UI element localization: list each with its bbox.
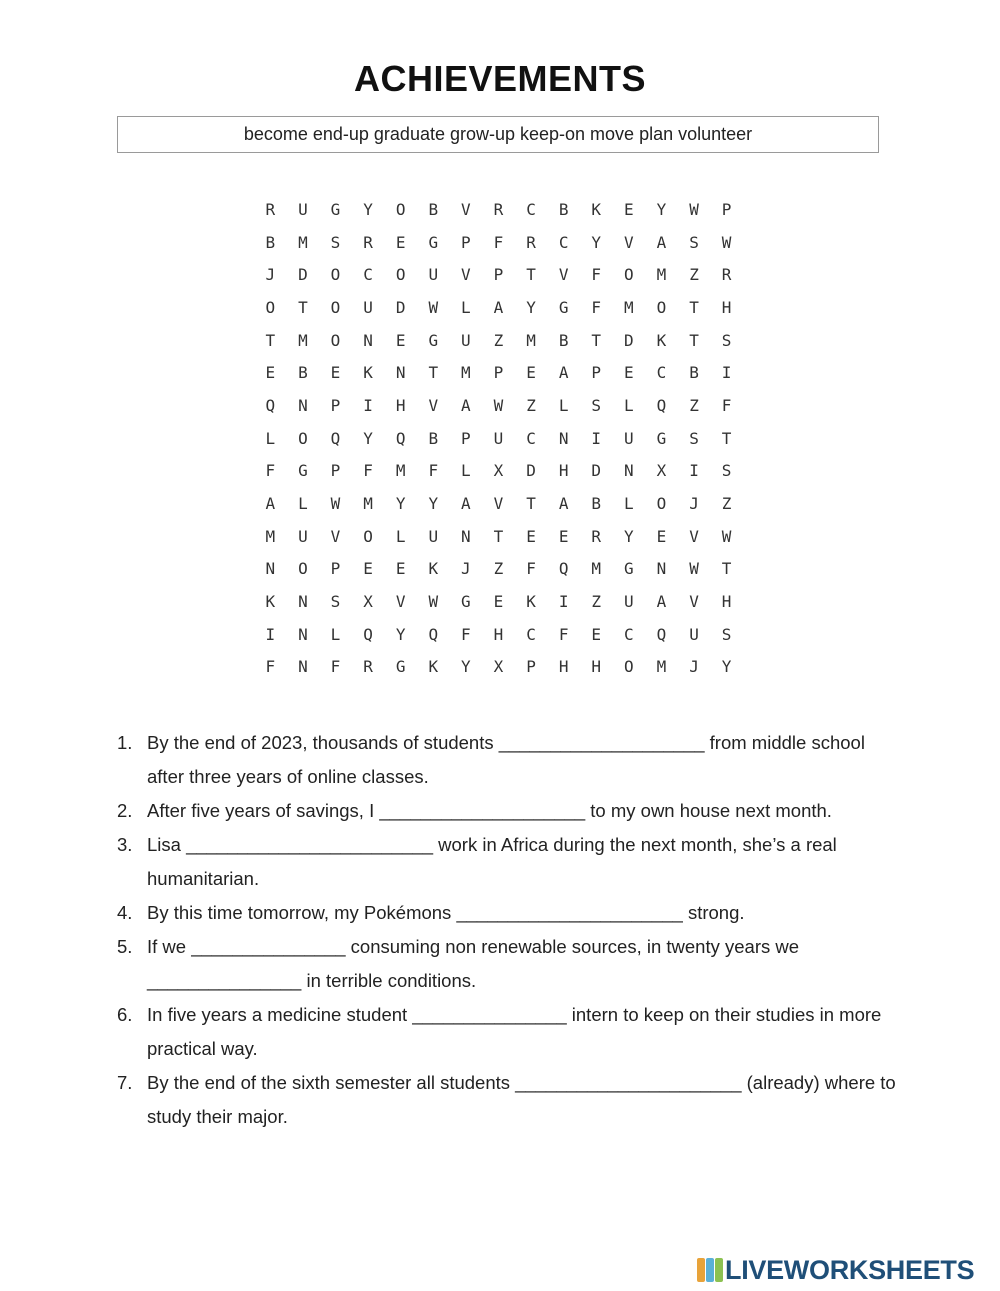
grid-letter[interactable]: H — [395, 395, 406, 415]
grid-letter[interactable]: F — [591, 265, 602, 285]
grid-letter[interactable]: B — [265, 232, 276, 252]
grid-letter[interactable]: T — [591, 330, 602, 350]
grid-letter[interactable]: N — [624, 461, 634, 481]
grid-letter[interactable]: C — [624, 624, 634, 644]
grid-letter[interactable]: E — [558, 526, 569, 546]
grid-letter[interactable]: V — [461, 199, 471, 219]
grid-letter[interactable]: M — [591, 559, 602, 579]
grid-letter[interactable]: P — [330, 461, 341, 481]
grid-letter[interactable]: E — [591, 624, 602, 644]
grid-letter[interactable]: H — [591, 657, 602, 677]
grid-letter[interactable]: Y — [363, 199, 373, 219]
question-item — [117, 930, 897, 998]
grid-letter[interactable]: V — [428, 395, 439, 415]
grid-letter[interactable]: P — [330, 559, 341, 579]
grid-letter[interactable]: O — [265, 297, 276, 317]
grid-letter[interactable]: J — [265, 265, 276, 285]
grid-letter[interactable]: V — [689, 526, 699, 546]
grid-letter[interactable]: O — [395, 265, 406, 285]
grid-letter[interactable]: O — [624, 265, 634, 285]
grid-letter[interactable]: Z — [689, 395, 699, 415]
grid-letter[interactable]: R — [493, 199, 504, 219]
grid-letter[interactable]: W — [330, 494, 341, 514]
grid-letter[interactable]: D — [298, 265, 308, 285]
grid-letter[interactable]: K — [428, 657, 439, 677]
grid-letter[interactable]: I — [558, 592, 569, 612]
grid-letter[interactable]: O — [330, 265, 341, 285]
grid-letter[interactable]: T — [721, 559, 732, 579]
question-number: 2. — [117, 800, 133, 821]
grid-letter[interactable]: O — [395, 199, 406, 219]
question-item — [117, 998, 897, 1066]
grid-letter[interactable]: A — [656, 592, 667, 612]
grid-letter[interactable]: N — [298, 395, 308, 415]
grid-letter[interactable]: O — [363, 526, 373, 546]
grid-letter[interactable]: B — [689, 363, 699, 383]
grid-letter[interactable]: C — [363, 265, 373, 285]
grid-letter[interactable]: K — [591, 199, 602, 219]
grid-letter[interactable]: P — [591, 363, 602, 383]
grid-letter[interactable]: I — [689, 461, 699, 481]
logo-icon — [697, 1258, 723, 1282]
grid-letter[interactable]: Q — [395, 428, 406, 448]
grid-letter[interactable]: L — [624, 395, 634, 415]
grid-letter[interactable]: W — [493, 395, 504, 415]
grid-letter[interactable]: O — [656, 494, 667, 514]
grid-letter[interactable]: I — [265, 624, 276, 644]
grid-letter[interactable]: X — [493, 461, 504, 481]
grid-letter[interactable]: F — [558, 624, 569, 644]
grid-letter[interactable]: L — [558, 395, 569, 415]
grid-letter[interactable]: B — [558, 199, 569, 219]
grid-letter[interactable]: E — [395, 330, 406, 350]
grid-letter[interactable]: L — [298, 494, 308, 514]
question-item — [117, 726, 897, 794]
grid-letter[interactable]: O — [298, 559, 308, 579]
grid-letter[interactable]: F — [591, 297, 602, 317]
grid-letter[interactable]: T — [689, 330, 699, 350]
grid-letter[interactable]: C — [526, 624, 536, 644]
grid-letter[interactable]: M — [265, 526, 276, 546]
question-number: 5. — [117, 936, 133, 957]
grid-letter[interactable]: A — [493, 297, 504, 317]
grid-letter[interactable]: E — [526, 363, 536, 383]
grid-letter[interactable]: S — [721, 330, 732, 350]
grid-letter[interactable]: M — [298, 232, 308, 252]
grid-letter[interactable]: Z — [493, 559, 504, 579]
grid-letter[interactable]: O — [624, 657, 634, 677]
grid-letter[interactable]: S — [721, 624, 732, 644]
grid-letter[interactable]: A — [656, 232, 667, 252]
grid-letter[interactable]: C — [656, 363, 667, 383]
grid-letter[interactable]: E — [656, 526, 667, 546]
grid-letter[interactable]: M — [656, 265, 667, 285]
question-number: 3. — [117, 834, 133, 855]
grid-letter[interactable]: X — [493, 657, 504, 677]
grid-letter[interactable]: B — [428, 428, 439, 448]
grid-letter[interactable]: Y — [395, 494, 406, 514]
question-list — [117, 726, 897, 1134]
grid-letter[interactable]: M — [461, 363, 471, 383]
question-item — [117, 794, 897, 828]
grid-letter[interactable]: E — [624, 363, 634, 383]
grid-letter[interactable]: Y — [656, 199, 667, 219]
grid-letter[interactable]: Y — [591, 232, 602, 252]
grid-letter[interactable]: B — [298, 363, 308, 383]
grid-letter[interactable]: V — [689, 592, 699, 612]
grid-letter[interactable]: Z — [721, 494, 732, 514]
grid-letter[interactable]: A — [558, 363, 569, 383]
grid-letter[interactable]: N — [656, 559, 667, 579]
grid-letter[interactable]: H — [493, 624, 504, 644]
grid-letter[interactable]: T — [721, 428, 732, 448]
grid-letter[interactable]: T — [265, 330, 276, 350]
question-text: By the end of 2023, thousands of students ____________________ from middle school after three years of online classes. — [147, 732, 865, 787]
logo-bar — [706, 1258, 714, 1282]
grid-letter[interactable]: U — [689, 624, 699, 644]
grid-letter[interactable]: U — [298, 199, 308, 219]
grid-letter[interactable]: R — [526, 232, 536, 252]
grid-letter[interactable]: Q — [363, 624, 373, 644]
grid-letter[interactable]: P — [526, 657, 536, 677]
grid-letter[interactable]: N — [395, 363, 406, 383]
grid-letter[interactable]: N — [298, 592, 308, 612]
worksheet-title: ACHIEVEMENTS — [353, 58, 647, 99]
grid-letter[interactable]: Z — [689, 265, 699, 285]
grid-letter[interactable]: S — [721, 461, 732, 481]
grid-letter[interactable]: C — [526, 428, 536, 448]
grid-letter[interactable]: K — [428, 559, 439, 579]
question-number: 6. — [117, 1004, 133, 1025]
question-text: By this time tomorrow, my Pokémons ______________________ strong. — [147, 902, 745, 923]
grid-letter[interactable]: G — [395, 657, 406, 677]
grid-letter[interactable]: H — [721, 592, 732, 612]
grid-letter[interactable]: Z — [526, 395, 536, 415]
word-search-grid — [254, 193, 743, 683]
grid-letter[interactable]: N — [298, 657, 308, 677]
grid-letter[interactable]: K — [265, 592, 276, 612]
grid-letter[interactable]: V — [558, 265, 569, 285]
grid-letter[interactable]: Y — [526, 297, 536, 317]
grid-letter[interactable]: L — [330, 624, 341, 644]
grid-letter[interactable]: X — [656, 461, 667, 481]
grid-letter[interactable]: O — [656, 297, 667, 317]
grid-letter[interactable]: S — [330, 232, 341, 252]
grid-letter[interactable]: M — [298, 330, 308, 350]
grid-letter[interactable]: L — [395, 526, 406, 546]
grid-letter[interactable]: U — [493, 428, 504, 448]
question-text: Lisa ________________________ work in Africa during the next month, she’s a real humanitarian. — [147, 834, 837, 889]
grid-letter[interactable]: E — [395, 232, 406, 252]
grid-letter[interactable]: B — [428, 199, 439, 219]
grid-letter[interactable]: I — [363, 395, 373, 415]
grid-letter[interactable]: Y — [363, 428, 373, 448]
grid-letter[interactable]: M — [656, 657, 667, 677]
grid-letter[interactable]: V — [330, 526, 341, 546]
grid-letter[interactable]: F — [265, 461, 276, 481]
question-number: 7. — [117, 1072, 133, 1093]
grid-letter[interactable]: K — [656, 330, 667, 350]
grid-letter[interactable]: L — [265, 428, 276, 448]
grid-letter[interactable]: E — [493, 592, 504, 612]
word-bank: become end-up graduate grow-up keep-on move plan volunteer — [117, 116, 879, 153]
grid-letter[interactable]: O — [330, 330, 341, 350]
grid-letter[interactable]: W — [689, 559, 699, 579]
grid-letter[interactable]: G — [461, 592, 471, 612]
grid-letter[interactable]: U — [461, 330, 471, 350]
grid-letter[interactable]: N — [461, 526, 471, 546]
grid-letter[interactable]: L — [461, 461, 471, 481]
grid-letter[interactable]: B — [558, 330, 569, 350]
grid-letter[interactable]: Z — [493, 330, 504, 350]
grid-letter[interactable]: Q — [428, 624, 439, 644]
question-number: 4. — [117, 902, 133, 923]
logo-text: LIVEWORKSHEETS — [725, 1254, 975, 1285]
grid-letter[interactable]: I — [591, 428, 602, 448]
grid-letter[interactable]: N — [558, 428, 569, 448]
grid-letter[interactable]: V — [461, 265, 471, 285]
liveworksheets-logo — [697, 1256, 974, 1284]
grid-letter[interactable]: K — [526, 592, 536, 612]
question-text: If we _______________ consuming non renewable sources, in twenty years we _______________ in terrible conditions. — [147, 936, 800, 991]
grid-letter[interactable]: P — [330, 395, 341, 415]
grid-letter[interactable]: Y — [624, 526, 634, 546]
grid-letter[interactable]: Z — [591, 592, 602, 612]
question-text: By the end of the sixth semester all students ______________________ (already) where to study their major. — [147, 1072, 896, 1127]
grid-letter[interactable]: T — [526, 494, 536, 514]
grid-letter[interactable]: I — [721, 363, 732, 383]
grid-letter[interactable]: J — [461, 559, 471, 579]
question-item — [117, 896, 897, 930]
grid-letter[interactable]: S — [591, 395, 602, 415]
grid-letter[interactable]: G — [428, 232, 439, 252]
grid-letter[interactable]: D — [624, 330, 634, 350]
grid-letter[interactable]: V — [624, 232, 634, 252]
grid-letter[interactable]: Y — [721, 657, 732, 677]
grid-letter[interactable]: N — [363, 330, 373, 350]
grid-letter[interactable]: L — [624, 494, 634, 514]
grid-letter[interactable]: U — [428, 526, 439, 546]
grid-letter[interactable]: R — [721, 265, 732, 285]
grid-letter[interactable]: A — [461, 395, 471, 415]
grid-letter[interactable]: Y — [461, 657, 471, 677]
grid-letter[interactable]: P — [721, 199, 732, 219]
grid-letter[interactable]: E — [330, 363, 341, 383]
grid-letter[interactable]: J — [689, 657, 699, 677]
question-item — [117, 1066, 897, 1134]
grid-letter[interactable]: F — [721, 395, 732, 415]
grid-letter[interactable]: U — [363, 297, 373, 317]
grid-letter[interactable]: W — [689, 199, 699, 219]
grid-letter[interactable]: P — [493, 363, 504, 383]
grid-letter[interactable]: G — [298, 461, 308, 481]
grid-letter[interactable]: T — [428, 363, 439, 383]
grid-letter[interactable]: W — [428, 592, 439, 612]
grid-letter[interactable]: R — [363, 232, 373, 252]
grid-letter[interactable]: P — [461, 428, 471, 448]
grid-letter[interactable]: W — [428, 297, 439, 317]
grid-letter[interactable]: T — [689, 297, 699, 317]
grid-letter[interactable]: D — [591, 461, 602, 481]
grid-letter[interactable]: D — [395, 297, 406, 317]
grid-letter[interactable]: T — [526, 265, 536, 285]
grid-letter[interactable]: Q — [265, 395, 276, 415]
grid-letter[interactable]: H — [558, 461, 569, 481]
grid-letter[interactable]: F — [363, 461, 373, 481]
grid-letter[interactable]: R — [591, 526, 602, 546]
grid-letter[interactable]: Q — [558, 559, 569, 579]
grid-letter[interactable]: X — [363, 592, 373, 612]
grid-letter[interactable]: S — [689, 232, 699, 252]
grid-letter[interactable]: U — [624, 592, 634, 612]
grid-letter[interactable]: M — [363, 494, 373, 514]
grid-letter[interactable]: E — [363, 559, 373, 579]
grid-letter[interactable]: R — [265, 199, 276, 219]
grid-letter[interactable]: G — [428, 330, 439, 350]
grid-letter[interactable]: N — [298, 624, 308, 644]
grid-letter[interactable]: W — [721, 526, 732, 546]
grid-letter[interactable]: F — [330, 657, 341, 677]
grid-letter[interactable]: U — [624, 428, 634, 448]
grid-letter[interactable]: E — [395, 559, 406, 579]
grid-letter[interactable]: T — [298, 297, 308, 317]
grid-letter[interactable]: E — [526, 526, 536, 546]
grid-letter[interactable]: Q — [656, 395, 667, 415]
grid-letter[interactable]: F — [428, 461, 439, 481]
grid-letter[interactable]: V — [395, 592, 406, 612]
grid-letter[interactable]: Q — [330, 428, 341, 448]
grid-letter[interactable]: A — [558, 494, 569, 514]
grid-letter[interactable]: V — [493, 494, 504, 514]
grid-letter[interactable]: Y — [428, 494, 439, 514]
grid-letter[interactable]: R — [363, 657, 373, 677]
grid-letter[interactable]: C — [558, 232, 569, 252]
grid-letter[interactable]: T — [493, 526, 504, 546]
grid-letter[interactable]: H — [721, 297, 732, 317]
grid-letter[interactable]: E — [624, 199, 634, 219]
grid-letter[interactable]: D — [526, 461, 536, 481]
grid-letter[interactable]: N — [265, 559, 276, 579]
grid-letter[interactable]: B — [591, 494, 602, 514]
logo-bar — [697, 1258, 705, 1282]
grid-letter[interactable]: F — [265, 657, 276, 677]
grid-letter[interactable]: E — [265, 363, 276, 383]
grid-letter[interactable]: M — [526, 330, 536, 350]
grid-letter[interactable]: O — [298, 428, 308, 448]
grid-letter[interactable]: U — [298, 526, 308, 546]
grid-letter[interactable]: H — [558, 657, 569, 677]
grid-letter[interactable]: G — [656, 428, 667, 448]
grid-letter[interactable]: O — [330, 297, 341, 317]
question-text: After five years of savings, I ____________________ to my own house next month. — [147, 800, 832, 821]
grid-letter[interactable]: K — [363, 363, 373, 383]
question-text: In five years a medicine student _______________ intern to keep on their studies in more practical way. — [147, 1004, 882, 1059]
grid-letter[interactable]: L — [461, 297, 471, 317]
grid-letter[interactable]: U — [428, 265, 439, 285]
grid-letter[interactable]: P — [461, 232, 471, 252]
grid-letter[interactable]: S — [689, 428, 699, 448]
grid-letter[interactable]: G — [330, 199, 341, 219]
grid-letter[interactable]: F — [461, 624, 471, 644]
grid-letter[interactable]: F — [493, 232, 504, 252]
grid-letter[interactable]: A — [461, 494, 471, 514]
question-item — [117, 828, 897, 896]
grid-letter[interactable]: G — [624, 559, 634, 579]
grid-letter[interactable]: S — [330, 592, 341, 612]
logo-bar — [715, 1258, 723, 1282]
grid-letter[interactable]: A — [265, 494, 276, 514]
question-number: 1. — [117, 732, 133, 753]
grid-letter[interactable]: Y — [395, 624, 406, 644]
grid-letter[interactable]: F — [526, 559, 536, 579]
grid-letter[interactable]: W — [721, 232, 732, 252]
grid-letter[interactable]: P — [493, 265, 504, 285]
grid-letter[interactable]: C — [526, 199, 536, 219]
grid-letter[interactable]: Q — [656, 624, 667, 644]
grid-letter[interactable]: J — [689, 494, 699, 514]
grid-letter[interactable]: M — [395, 461, 406, 481]
grid-letter[interactable]: M — [624, 297, 634, 317]
grid-letter[interactable]: G — [558, 297, 569, 317]
